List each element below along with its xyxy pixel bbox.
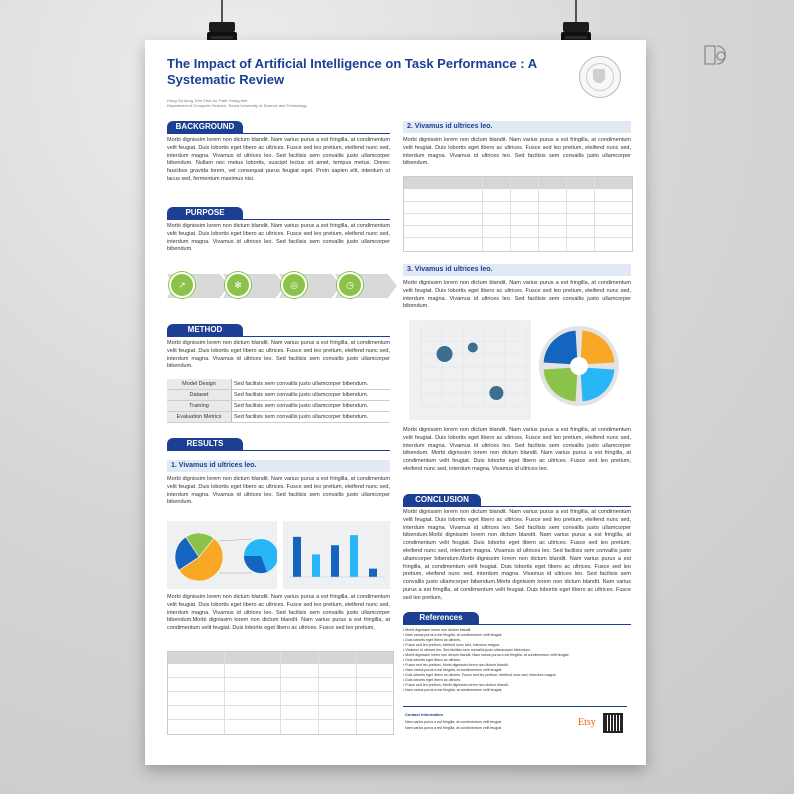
method-key: Dataset (167, 390, 232, 401)
reference-item: • Morbi dignissim lorem non dictum blandit. (403, 628, 627, 633)
results-subheading-2: 2. Vivamus id ultrices leo. (403, 121, 631, 133)
reference-item: • Duis lobortis eget libero ac ultrices. Fusce sed leo pretium, eleifend nunc sed, interdum magna. (403, 673, 627, 678)
reference-item: • Nam varius purus a est fringilla, at condimentum velit feugiat. (403, 688, 627, 693)
author-names: Hong Gil-dong, Kim Chul-su, Park Young-hee (167, 98, 248, 103)
table-header-row (404, 177, 632, 189)
process-arrows (167, 266, 392, 306)
method-key: Training (167, 401, 232, 412)
target-icon: ◎ (281, 272, 307, 298)
conclusion-header (403, 494, 631, 507)
bubble (437, 346, 453, 362)
reference-item: • Vivamus id ultrices leo. Sed facilisis sem convallis justo ullamcorper bibendum. (403, 648, 627, 653)
table-row (167, 390, 390, 401)
results-subheading-1: 1. Vivamus id ultrices leo. (167, 460, 390, 472)
quadrant-center (570, 357, 588, 375)
purpose-text: Morbi dignissim lorem non dictum blandit. Nam varius purus a est fringilla, at condimentum velit feugiat. Duis lobortis eget libero ac ultrices. Fusce sed leo pretium, eleifend nunc sed, interdum magna. Vivamus id ultrices leo. Sed facilisis sem convallis justo ullamcorper bibendum. (167, 223, 390, 253)
reference-item: • Duis lobortis eget libero ac ultrices. (403, 638, 627, 643)
method-header-label: METHOD (167, 324, 243, 336)
contact-line: Nam varius purus a est fringilla, at condimentum velit feugiat. (405, 726, 503, 730)
references-header-label: References (403, 612, 479, 624)
bar-chart-panel (283, 521, 390, 589)
bar (369, 569, 377, 577)
quadrant-segment (544, 367, 578, 401)
bubble (489, 386, 503, 400)
results-text-sub2: Morbi dignissim lorem non dictum blandit. Nam varius purus a est fringilla, at condimentum velit feugiat. Duis lobortis eget libero ac ultrices. Fusce sed leo pretium, eleifend nunc sed, interdum magna. Vivamus id ultrices leo. Sed facilisis sem convallis justo ullamcorper bibendum. (403, 137, 631, 167)
bar-chart (283, 521, 390, 589)
results-header-label: RESULTS (167, 438, 243, 450)
table-row (167, 412, 390, 423)
brain-icon: ✻ (225, 272, 251, 298)
quadrant-segment (580, 331, 614, 365)
poster-title: The Impact of Artificial Intelligence on Task Performance : A Systematic Review (167, 56, 537, 87)
background-header-label: BACKGROUND (167, 121, 243, 133)
reference-item: • Nam varius purus a est fringilla, at condimentum velit feugiat. (403, 668, 627, 673)
poster (145, 40, 646, 765)
contact-line: Nam varius purus a est fringilla, at condimentum velit feugiat. (405, 720, 503, 724)
method-text: Morbi dignissim lorem non dictum blandit. Nam varius purus a est fringilla, at condimentum velit feugiat. Duis lobortis eget libero ac ultrices. Fusce sed leo pretium, eleifend nunc sed, interdum magna. Vivamus id ultrices leo. Sed facilisis sem convallis justo ullamcorper bibendum. (167, 340, 390, 370)
conclusion-text: Morbi dignissim lorem non dictum blandit. Nam varius purus a est fringilla, at condimentum velit feugiat. Duis lobortis eget libero ac ultrices. Fusce sed leo pretium, eleifend nunc sed, interdum magna. Vivamus id ultrices leo. Sed facilisis sem convallis justo ullamcorper bibendum.Morbi dignissim lorem non dictum blandit. Nam varius purus a est fringilla, at condimentum velit feugiat. Duis lobortis eget libero ac ultrices. Fusce sed leo pretium, eleifend nunc sed, interdum magna. Vivamus id ultrices leo. Sed facilisis sem convallis justo ullamcorper bibendum.Morbi dignissim lorem non dictum blandit. Nam varius purus a est fringilla, at condimentum velit feugiat. Duis lobortis eget libero ac ultrices. Fusce sed leo pretium, eleifend nunc sed, interdum magna. Vivamus id ultrices leo. Sed facilisis sem convallis justo ullamcorper bibendum.Morbi dignissim lorem non dictum blandit. Nam varius purus a est fringilla, at condimentum velit feugiat. Duis lobortis eget libero ac ultrices. Fusce sed leo pretium, (403, 509, 631, 601)
method-key: Evaluation Metrics (167, 412, 232, 423)
contact-title: Contact information (405, 712, 443, 717)
references-header (403, 612, 631, 625)
results-subheading-3: 3. Vivamus id ultrices leo. (403, 264, 631, 276)
purpose-header-label: PURPOSE (167, 207, 243, 219)
table-row (167, 401, 390, 412)
purpose-header (167, 207, 390, 220)
results-text-3: Morbi dignissim lorem non dictum blandit. Nam varius purus a est fringilla, at condimentum velit feugiat. Duis lobortis eget libero ac ultrices. Fusce sed leo pretium, eleifend nunc sed, interdum magna. Vivamus id ultrices leo. Sed facilisis sem convallis justo ullamcorper bibendum. Morbi dignissim lorem non dictum blandit. Nam varius purus a est fringilla, at condimentum velit feugiat. Duis lobortis eget libero ac ultrices. Fusce sed leo pretium, eleifend nunc sed, interdum magna. Vivamus id ultrices leo. (403, 427, 631, 472)
references-list (403, 628, 627, 693)
method-value: Sed facilisis sem convallis justo ullamcorper bibendum. (232, 401, 391, 412)
method-value: Sed facilisis sem convallis justo ullamcorper bibendum. (232, 412, 391, 423)
results-header (167, 438, 390, 451)
reference-item: • Fusce sed leo pretium, Morbi dignissim lorem non dictum blandit. (403, 683, 627, 688)
quadrant-segment (544, 331, 578, 365)
bubble-chart (409, 320, 531, 420)
conclusion-header-label: CONCLUSION (403, 494, 481, 506)
shop-logo-icon (702, 40, 732, 70)
reference-item: • Nam varius purus a est fringilla, at condimentum velit feugiat. (403, 633, 627, 638)
quadrant-segment (580, 367, 614, 401)
table-row (167, 379, 390, 390)
contact-box (403, 706, 627, 737)
reference-item: • Duis lobortis eget libero ac ultrices. (403, 658, 627, 663)
chart-icon: ↗ (169, 272, 195, 298)
etsy-logo: Etsy (578, 717, 596, 728)
university-seal-icon (579, 56, 621, 98)
reference-item: • Fusce sed leo pretium, Morbi dignissim lorem non dictum blandit. (403, 663, 627, 668)
results-text-2: Morbi dignissim lorem non dictum blandit. Nam varius purus a est fringilla, at condimentum velit feugiat. Duis lobortis eget libero ac ultrices. Fusce sed leo pretium, eleifend nunc sed, interdum magna. Vivamus id ultrices leo. Sed facilisis sem convallis justo ullamcorper bibendum.Morbi dignissim lorem non dictum blandit. Nam varius purus a est fringilla, at condimentum velit feugiat. Duis lobortis eget libero ac ultrices. Fusce sed leo pretium, (167, 594, 390, 632)
results-text-sub3: Morbi dignissim lorem non dictum blandit. Nam varius purus a est fringilla, at condimentum velit feugiat. Duis lobortis eget libero ac ultrices. Fusce sed leo pretium, eleifend nunc sed, interdum magna. Vivamus id ultrices leo. Sed facilisis sem convallis justo ullamcorper bibendum. (403, 280, 631, 310)
background-header (167, 121, 390, 134)
bar (331, 545, 339, 577)
affiliation: Department of Computer Science, Korea University of Science and Technology (167, 103, 307, 108)
reference-item: • Fusce sed leo pretium, eleifend nunc sed, interdum magna. (403, 643, 627, 648)
bar (312, 554, 320, 577)
reference-item: • Duis lobortis eget libero ac ultrices. (403, 678, 627, 683)
quadrant-chart (538, 325, 620, 407)
results-text-1: Morbi dignissim lorem non dictum blandit. Nam varius purus a est fringilla, at condimentum velit feugiat. Duis lobortis eget libero ac ultrices. Fusce sed leo pretium, eleifend nunc sed, interdum magna. Vivamus id ultrices leo. Sed facilisis sem convallis justo ullamcorper bibendum. (167, 476, 390, 506)
bubble (468, 343, 478, 353)
method-value: Sed facilisis sem convallis justo ullamcorper bibendum. (232, 390, 391, 401)
results-table-1 (167, 651, 394, 735)
results-table-2 (403, 176, 633, 252)
method-key: Model Design (167, 379, 232, 390)
scatter-chart-panel (409, 320, 531, 420)
method-table (167, 379, 390, 423)
qr-code-icon (603, 713, 623, 733)
bar (350, 535, 358, 577)
background-text: Morbi dignissim lorem non dictum blandit. Nam varius purus a est fringilla, at condimentum velit feugiat. Duis lobortis eget libero ac ultrices. Fusce sed leo pretium, eleifend nunc sed, interdum magna. Vivamus id ultrices leo. Sed facilisis sem convallis justo ullamcorper bibendum. Nullam nec metus lobortis, suscipit lectus sit amet, tempus metus. Donec faucibus gravida lorem, vel consequat purus feugiat eget. Proin sapien elit, interdum ut lacus sed, fermentum maximus nisi. (167, 137, 390, 182)
method-header (167, 324, 390, 337)
stopwatch-icon: ◷ (337, 272, 363, 298)
method-value: Sed facilisis sem convallis justo ullamcorper bibendum. (232, 379, 391, 390)
pie-chart-panel (167, 521, 277, 589)
bar (293, 537, 301, 577)
reference-item: • Morbi dignissim lorem non dictum blandit. Nam varius purus a est fringilla, at condimentum velit feugiat. (403, 653, 627, 658)
authors (167, 98, 307, 108)
pie-charts (167, 521, 277, 589)
